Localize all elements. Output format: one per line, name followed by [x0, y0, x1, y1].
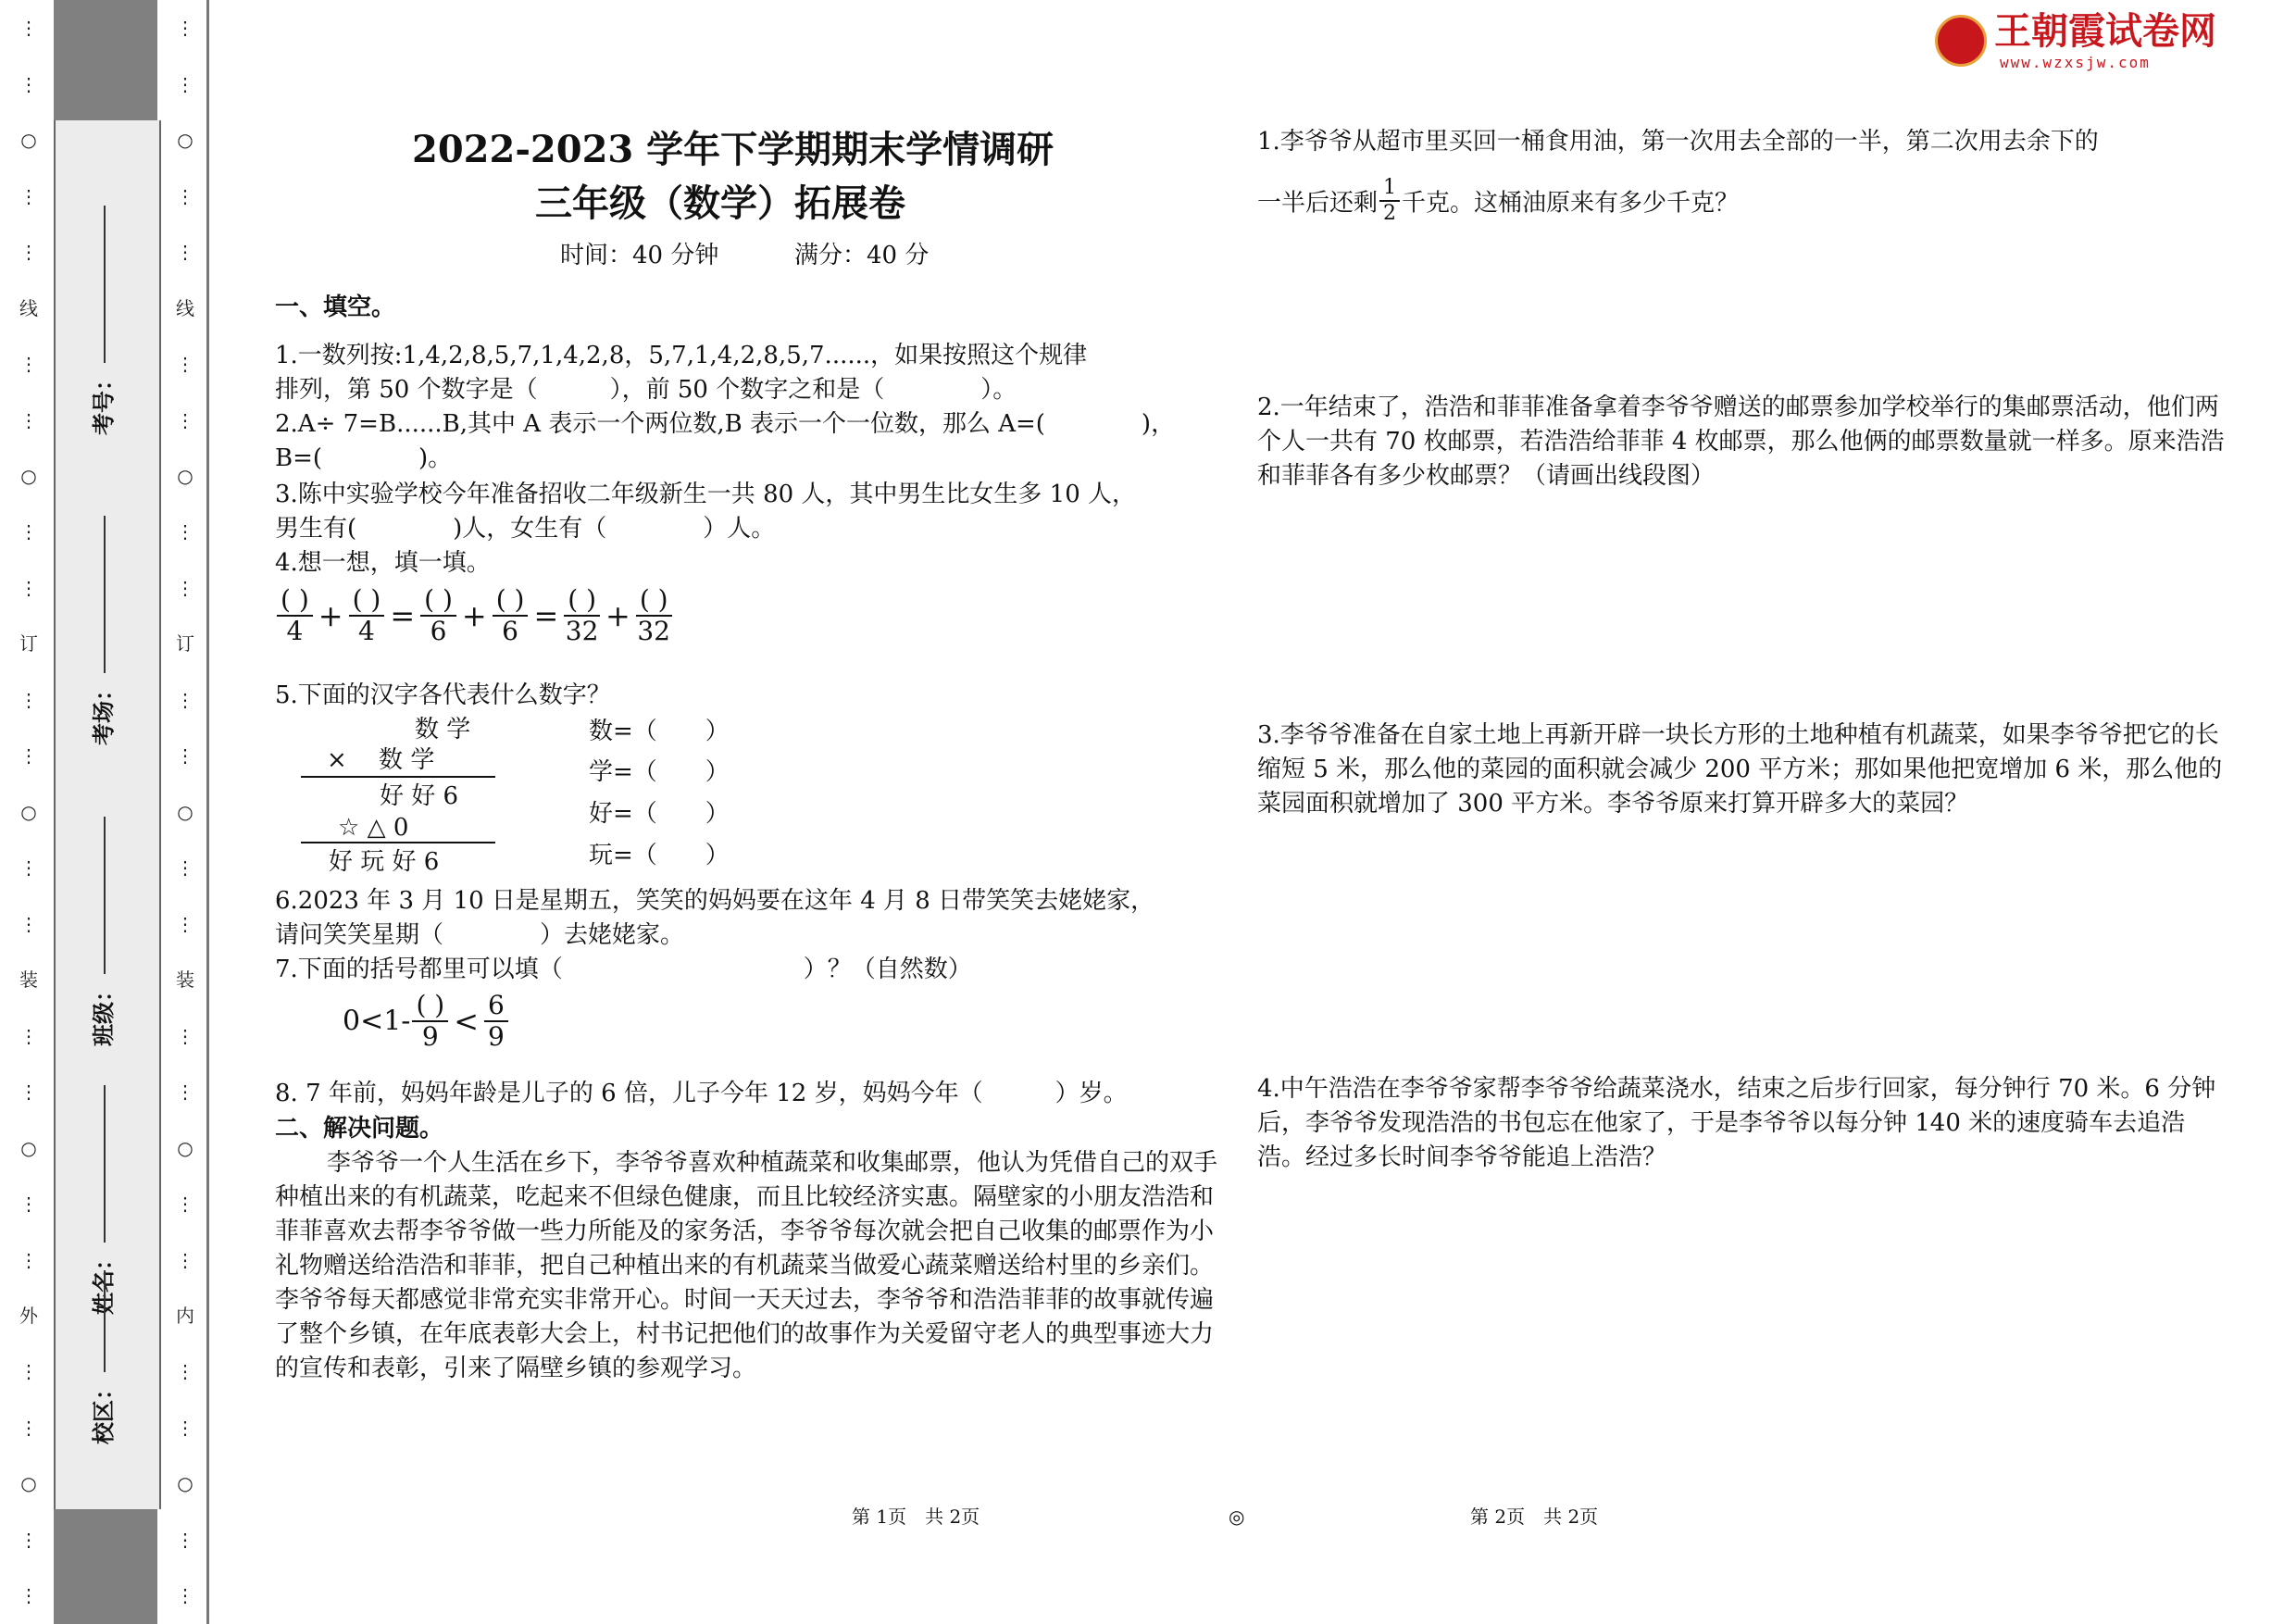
field-class: 班级： [85, 817, 118, 1046]
answer-blank: 数=（ ） [589, 718, 730, 745]
logo-emblem-icon [1935, 15, 1987, 67]
fraction: $\frac{( )}{4}$ [349, 585, 385, 646]
question-6-cont: 请问笑笑星期（ ）去姥姥家。 [275, 921, 685, 949]
question-2: 2.A÷ 7=B......B,其中 A 表示一个两位数,B 表示一个一位数，那么 A=( )， [275, 410, 1176, 438]
outer-mark: 装 [19, 968, 38, 992]
inner-mark: 装 [176, 968, 194, 992]
site-logo [1935, 11, 2222, 70]
exam-time: 时间：40 分钟 [560, 242, 719, 269]
puzzle-divider [301, 776, 495, 778]
outer-dot-line: ⋮ ⋮ ○ ⋮ ⋮ 线 ⋮ ⋮ ○ ⋮ ⋮ 订 ⋮ ⋮ ○ ⋮ ⋮ 装 ⋮ ⋮ ○ ⋮ ⋮ 外 ⋮ ⋮ ○ ⋮ ⋮ [19, 17, 38, 1607]
question-3-cont: 男生有( )人，女生有（ ）人。 [275, 515, 776, 543]
fraction: $\frac{( )}{4}$ [277, 585, 313, 646]
outer-mark: 外 [19, 1305, 38, 1328]
question-8: 8. 7 年前，妈妈年龄是儿子的 6 倍，儿子今年 12 岁，妈妈今年（ ）岁。 [275, 1080, 1128, 1107]
fraction: $\frac{( )}{32}$ [637, 584, 670, 646]
section-heading: 一、填空。 [275, 294, 396, 321]
outer-mark: ○ [20, 800, 37, 823]
field-name: 姓名： [85, 1085, 118, 1315]
binder-band-bottom [54, 1509, 157, 1624]
puzzle-row: × 数 学 [327, 746, 435, 774]
footer-mark: ◎ [1229, 1505, 1245, 1528]
question-3: 3.陈中实验学校今年准备招收二年级新生一共 80 人，其中男生比女生多 10 人， [275, 481, 1137, 508]
outer-mark: ○ [20, 1472, 37, 1495]
inner-mark: ○ [177, 464, 193, 487]
puzzle-row: 好 好 6 [380, 782, 459, 810]
inner-dot-line: ⋮ ⋮ ○ ⋮ ⋮ 线 ⋮ ⋮ ○ ⋮ ⋮ 订 ⋮ ⋮ ○ ⋮ ⋮ 装 ⋮ ⋮ ○ ⋮ ⋮ 内 ⋮ ⋮ ○ ⋮ ⋮ [176, 17, 194, 1607]
field-campus: 校区： [85, 1270, 118, 1444]
question-2-cont: B=( )。 [275, 444, 453, 472]
answer-blank: 玩=（ ） [589, 842, 730, 869]
logo-name: 王朝霞试卷网 [1994, 10, 2216, 53]
fraction: $\frac{( )}{6}$ [420, 585, 456, 646]
outer-mark: 订 [19, 632, 38, 656]
inner-mark: 线 [176, 296, 194, 319]
page-subtitle: 三年级（数学）拓展卷 [535, 181, 905, 225]
answer-blank: 学=（ ） [589, 758, 730, 786]
question-1: 1.一数列按:1,4,2,8,5,7,1,4,2,8，5,7,1,4,2,8,5,7......，如果按照这个规律 [275, 342, 1088, 369]
binder-band-top [54, 0, 157, 120]
question-5: 5.下面的汉字各代表什么数字？ [275, 681, 611, 709]
puzzle-divider [301, 842, 495, 843]
inner-mark: ○ [177, 800, 193, 823]
puzzle-row: ☆ △ 0 [338, 814, 409, 842]
question-1-cont: 排列，第 50 个数字是（ ），前 50 个数字之和是（ ）。 [275, 376, 1017, 404]
field-exam-room: 考场： [85, 516, 118, 745]
outer-mark: 线 [19, 296, 38, 319]
page-title: 2022-2023 学年下学期期末学情调研 [412, 128, 1054, 171]
page-number-right: 第 2页 共 2页 [1470, 1505, 1599, 1528]
outer-mark: ○ [20, 1136, 37, 1159]
question-6: 6.2023 年 3 月 10 日是星期五，笑笑的妈妈要在这年 4 月 8 日带笑笑去姥姥家， [275, 887, 1155, 915]
fraction: $\frac{( )}{6}$ [493, 585, 529, 646]
page-number-left: 第 1页 共 2页 [852, 1505, 980, 1528]
binding-border [206, 0, 209, 1624]
problem-4: 4.中午浩浩在李爷爷家帮李爷爷给蔬菜浇水，结束之后步行回家，每分钟行 70 米。6 分钟后，李爷爷发现浩浩的书包忘在他家了，于是李爷爷以每分钟 140 米的速度骑车去追浩浩。经过多长时间李爷爷能追上浩浩？ [1257, 1075, 2216, 1171]
outer-mark: ○ [20, 129, 37, 152]
problem-3: 3.李爷爷准备在自家土地上再新开辟一块长方形的土地种植有机蔬菜，如果李爷爷把它的长缩短 5 米，那么他的菜园的面积就会减少 200 平方米；那如果他把宽增加 6 米，那么他的菜园面积就增加了 300 平方米。李爷爷原来打算开辟多大的菜园？ [1257, 721, 2223, 818]
outer-mark: ○ [20, 464, 37, 487]
field-exam-number: 考号： [85, 206, 118, 435]
answer-blank: 好=（ ） [589, 800, 730, 828]
inner-mark: ○ [177, 1136, 193, 1159]
exam-score: 满分：40 分 [794, 242, 930, 269]
problem-2: 2.一年结束了，浩浩和菲菲准备拿着李爷爷赠送的邮票参加学校举行的集邮票活动，他们两个人一共有 70 枚邮票，若浩浩给菲菲 4 枚邮票，那么他俩的邮票数量就一样多。原来浩浩和菲菲各有多少枚邮票？（请画出线段图） [1257, 394, 2225, 490]
fraction-equation: $\frac{( )}{4}$ + $\frac{( )}{4}$ = $\frac{( )}{6}$ + $\frac{( )}{6}$ = $\frac{( )}{32}$ + $\frac{( )}{32}$ [275, 585, 674, 646]
puzzle-row: 好 玩 好 6 [329, 848, 440, 876]
story-paragraph: 李爷爷一个人生活在乡下，李爷爷喜欢种植蔬菜和收集邮票，他认为凭借自己的双手种植出来的有机蔬菜，吃起来不但绿色健康，而且比较经济实惠。隔壁家的小朋友浩浩和菲菲喜欢去帮李爷爷做一些力所能及的家务活，李爷爷每次就会把自己收集的邮票作为小礼物赠送给浩浩和菲菲，把自己种植出来的有机蔬菜当做爱心蔬菜赠送给村里的乡亲们。李爷爷每天都感觉非常充实非常开心。时间一天天过去，李爷爷和浩浩菲菲的故事就传遍了整个乡镇，在年底表彰大会上，村书记把他们的故事作为关爱留守老人的典型事迹大力的宣传和表彰，引来了隔壁乡镇的参观学习。 [275, 1149, 1218, 1382]
inequality: 0<1- $\frac{( )}{9}$ < $\frac{6}{9}$ [343, 991, 510, 1052]
problem-1-cont: 一半后还剩 $\frac{1}{2}$ 千克。这桶油原来有多少千克？ [1257, 176, 1740, 225]
question-7: 7.下面的括号都里可以填（ ）？（自然数） [275, 956, 972, 983]
fraction: $\frac{( )}{32}$ [565, 584, 599, 646]
inner-mark: 订 [176, 632, 194, 656]
inner-mark: ○ [177, 1472, 193, 1495]
logo-url: www.wzxsjw.com [2000, 54, 2151, 71]
inner-mark: 内 [176, 1305, 194, 1328]
problem-1: 1.李爷爷从超市里买回一桶食用油，第一次用去全部的一半，第二次用去余下的 [1257, 128, 2099, 156]
inner-mark: ○ [177, 129, 193, 152]
question-4: 4.想一想，填一填。 [275, 549, 491, 577]
section-heading: 二、解决问题。 [275, 1115, 444, 1143]
puzzle-row: 数 学 [415, 716, 471, 743]
